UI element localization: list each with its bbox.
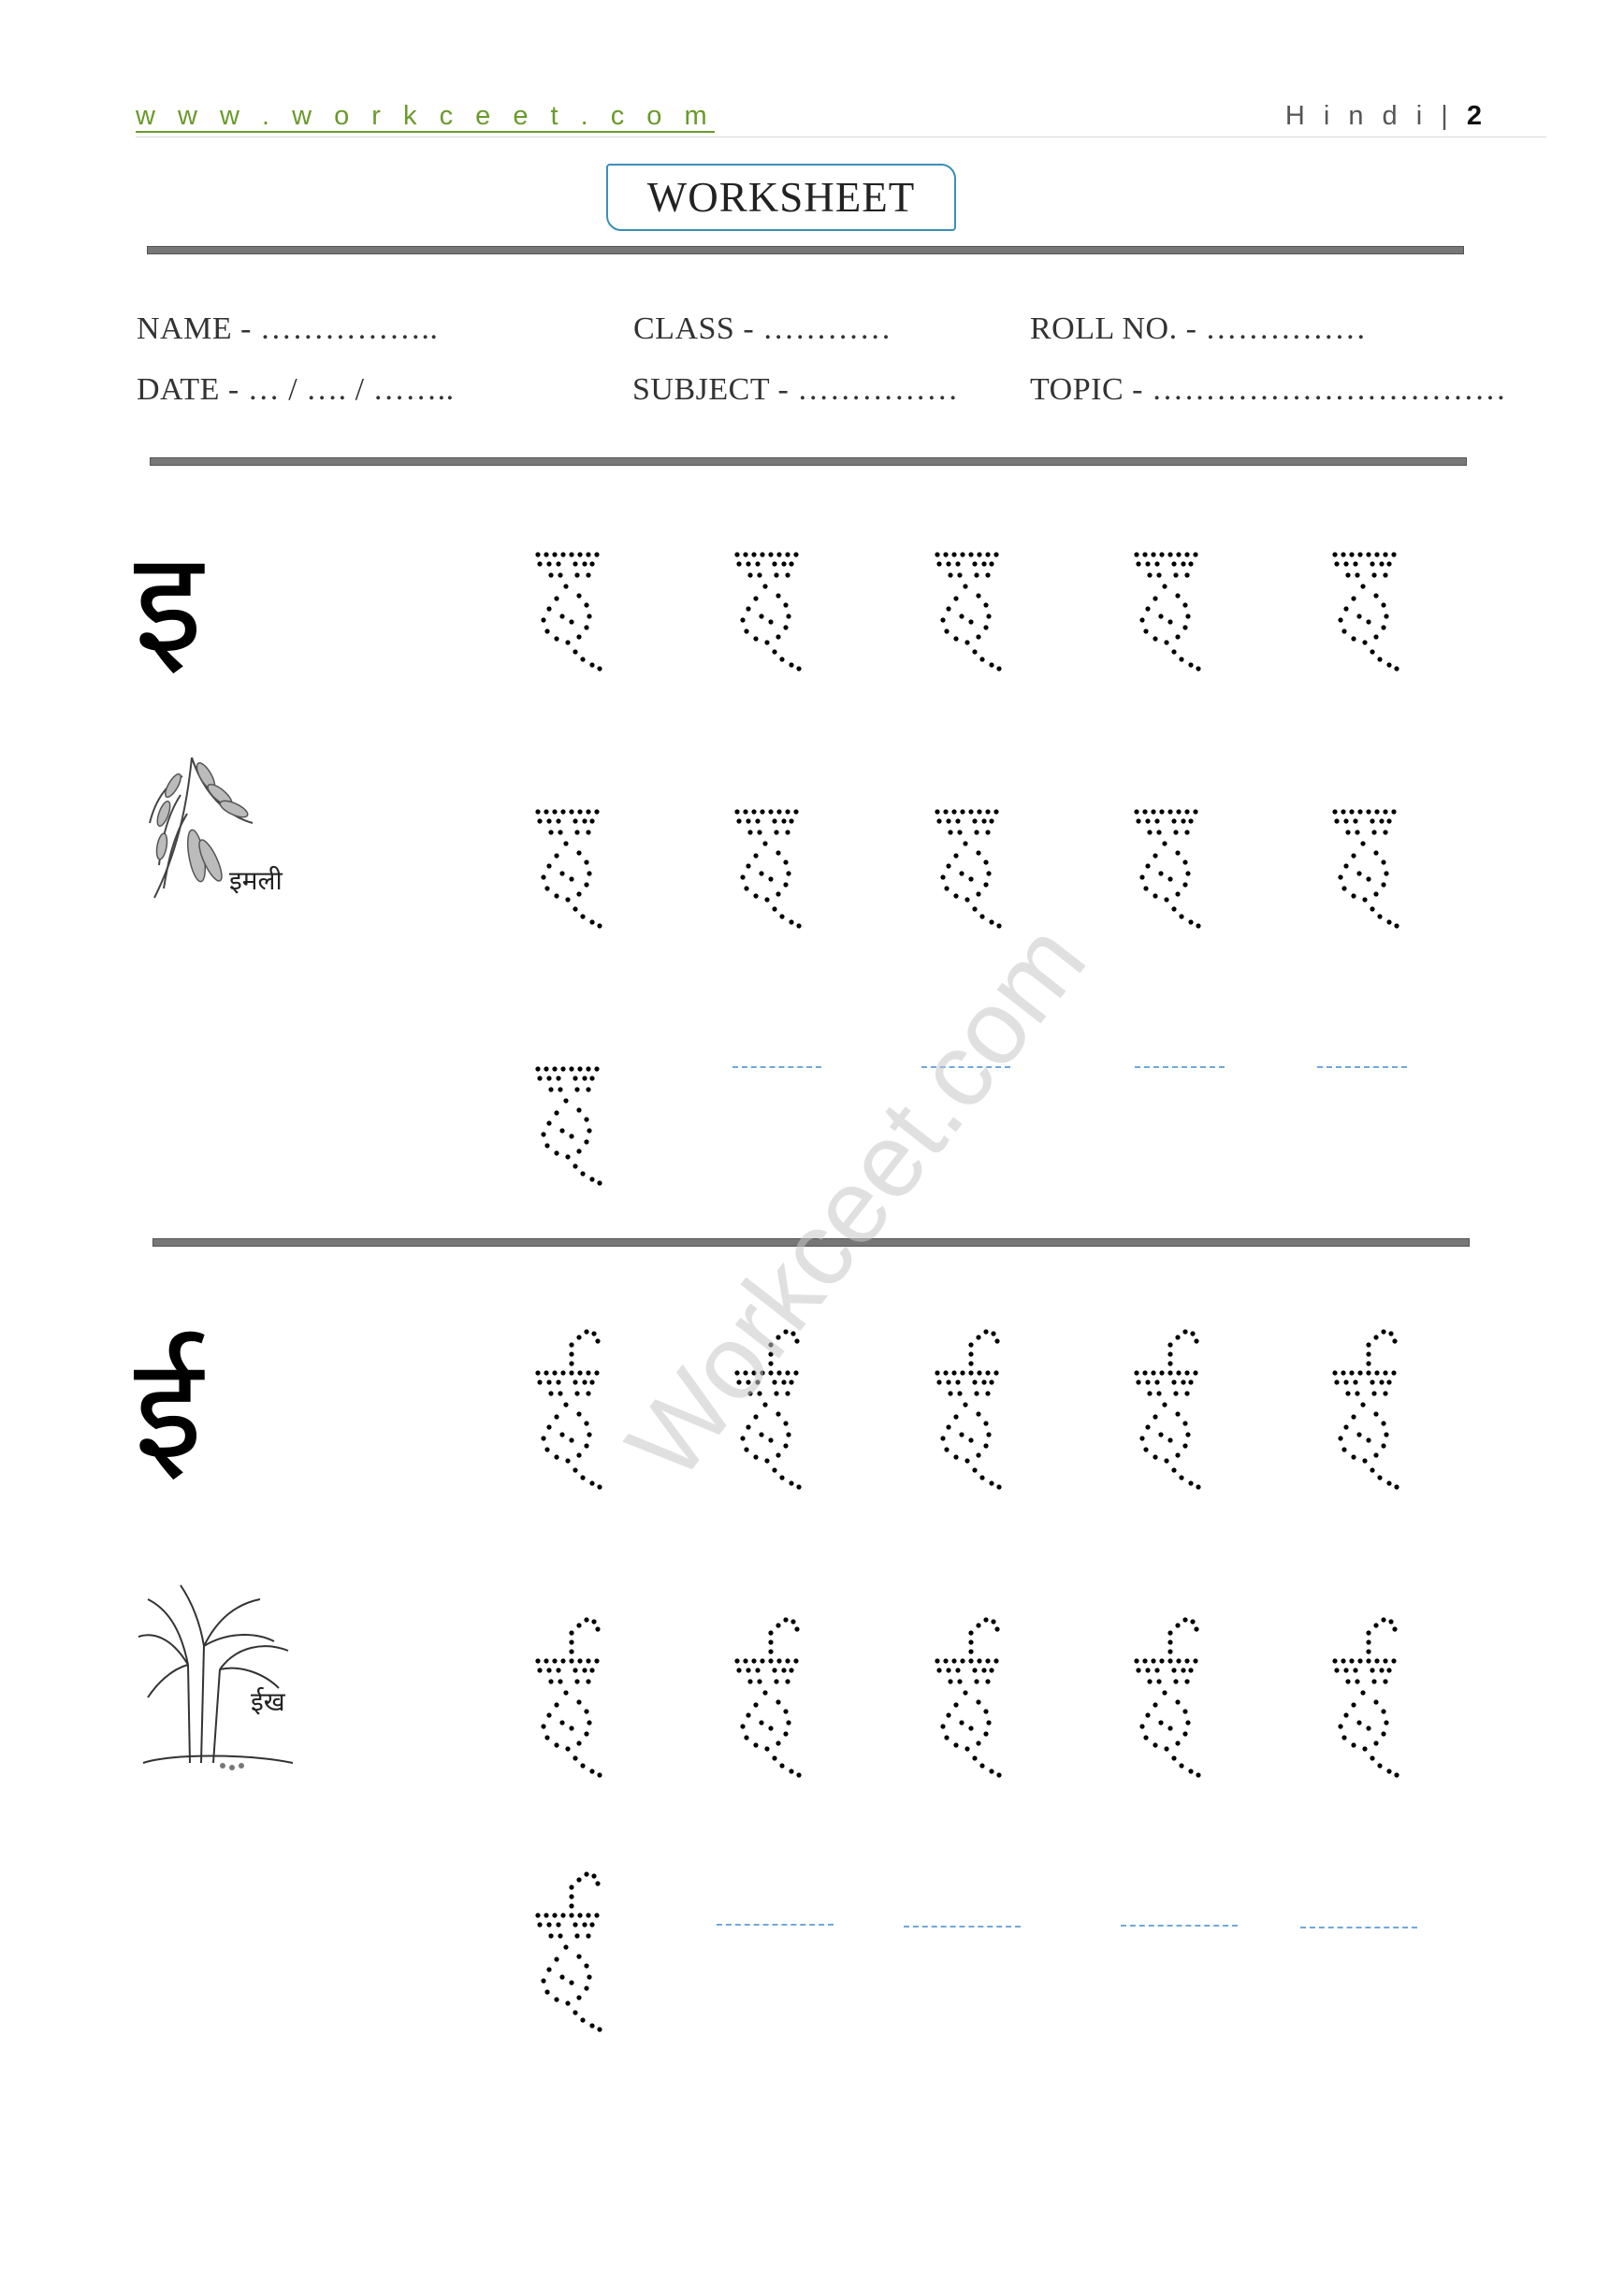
separator: | (1441, 101, 1454, 131)
practice-line[interactable] (1135, 1066, 1225, 1068)
practice-line[interactable] (717, 1924, 834, 1926)
name-field[interactable]: NAME - …………….. (137, 311, 439, 346)
sugarcane-picture (134, 1581, 297, 1777)
practice-line[interactable] (732, 1066, 821, 1068)
class-field[interactable]: CLASS - ………… (633, 311, 892, 346)
practice-line[interactable] (1300, 1927, 1417, 1928)
practice-line[interactable] (1317, 1066, 1407, 1068)
top-divider (147, 246, 1464, 254)
roll-number-field[interactable]: ROLL NO. - …………… (1030, 311, 1367, 346)
website-link[interactable]: w w w . w o r k c e e t . c o m (136, 101, 715, 131)
subject-label: H i n d i (1284, 101, 1428, 131)
letter-ii: ई (134, 1328, 203, 1491)
practice-line[interactable] (904, 1926, 1021, 1928)
worksheet-title: WORKSHEET (606, 164, 956, 231)
sugarcane-caption: ईख (251, 1686, 285, 1717)
page-number-value: 2 (1466, 101, 1482, 131)
letter-i: इ (134, 522, 203, 685)
topic-field[interactable]: TOPIC - …………………………… (1030, 372, 1507, 407)
fields-divider (150, 457, 1467, 466)
watermark: Workceet.com (604, 902, 1108, 1501)
page-number (1285, 101, 1482, 131)
practice-line[interactable] (1121, 1925, 1238, 1927)
tamarind-caption: इमली (229, 865, 283, 896)
subject-field[interactable]: SUBJECT - …………… (632, 372, 959, 407)
date-field[interactable]: DATE - … / …. / …….. (137, 372, 455, 407)
